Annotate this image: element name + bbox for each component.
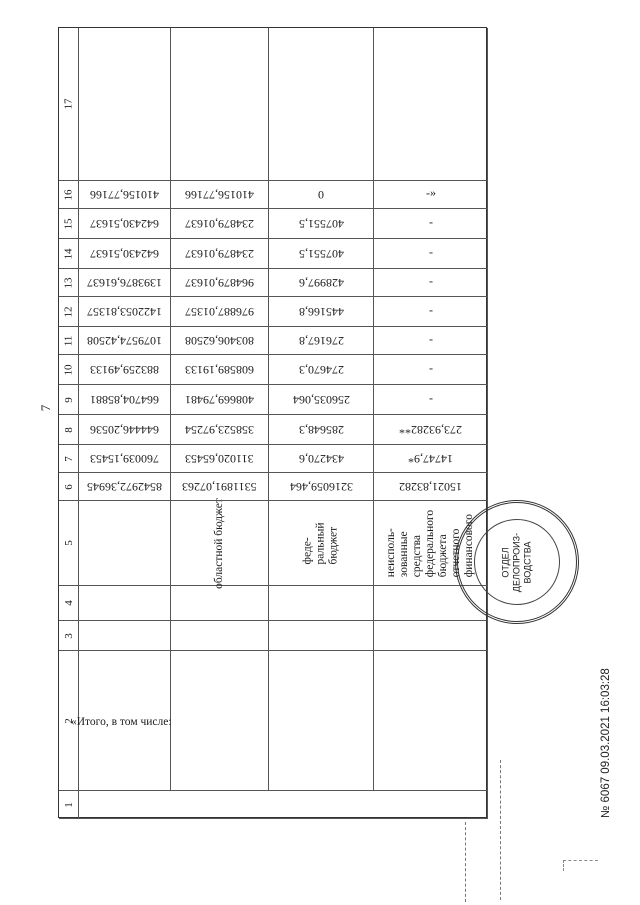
value-cell <box>269 415 374 445</box>
value: 8542972,36945 <box>87 480 162 494</box>
column-number: 9 <box>62 396 75 403</box>
value-cell <box>374 415 488 445</box>
row-label-cell <box>79 791 488 819</box>
value-cell <box>269 355 374 385</box>
value-cell <box>171 239 269 269</box>
row-label-cell <box>171 497 269 589</box>
value-cell <box>374 385 488 415</box>
column-number-cell <box>59 385 79 415</box>
column-number-cell <box>59 297 79 327</box>
value: - <box>428 217 433 231</box>
value: - <box>428 276 433 290</box>
column-number-cell <box>59 181 79 209</box>
column-number-cell <box>59 473 79 501</box>
value-cell <box>269 473 374 501</box>
registration-footer: № 6067 09.03.2021 16:03:28 <box>600 668 612 818</box>
column-number-cell <box>59 501 79 586</box>
column-number: 14 <box>62 248 75 259</box>
value: 274670,3 <box>298 363 344 377</box>
empty-cell <box>79 28 171 181</box>
empty-cell <box>374 28 488 181</box>
value: 883259,49133 <box>90 363 159 377</box>
empty-cell <box>269 28 374 181</box>
value: 642430,51637 <box>90 247 159 261</box>
value: 428997,6 <box>298 276 344 290</box>
empty-cell <box>171 621 269 651</box>
column-number: 11 <box>62 335 75 346</box>
value: - <box>428 363 433 377</box>
value: 1422053,81357 <box>87 305 162 319</box>
value: - <box>428 393 433 407</box>
empty-cell <box>374 621 488 651</box>
column-number: 2 <box>62 717 75 724</box>
row-label-cell <box>71 651 172 791</box>
value-cell <box>374 473 488 501</box>
value: 273,93282** <box>399 423 462 437</box>
value: 5311891,07263 <box>182 480 257 494</box>
value: 642430,51637 <box>90 217 159 231</box>
column-number: 12 <box>62 306 75 317</box>
value-cell <box>374 355 488 385</box>
value: 644446,20536 <box>90 423 159 437</box>
column-number: 15 <box>62 218 75 229</box>
empty-cell <box>171 651 269 791</box>
budget-table <box>58 27 487 818</box>
value: 964879,01637 <box>185 276 254 290</box>
value-cell <box>171 269 269 297</box>
signature-mark <box>563 860 598 871</box>
value-cell <box>374 239 488 269</box>
empty-cell <box>374 651 488 791</box>
value: 1393876,61637 <box>87 276 162 290</box>
value-cell <box>171 355 269 385</box>
value: 3216059,464 <box>289 480 353 494</box>
value-cell <box>269 327 374 355</box>
row-label: феде- ральный бюджет <box>301 522 340 564</box>
page-number: 7 <box>38 404 53 412</box>
value-cell <box>269 445 374 473</box>
row-label-total: «Итого, в том числе: <box>71 716 172 728</box>
column-number: 3 <box>62 632 75 639</box>
value-cell <box>79 415 171 445</box>
value-cell <box>374 269 488 297</box>
value: 410156,77166 <box>185 188 254 202</box>
value-cell <box>269 239 374 269</box>
column-number: 1 <box>62 801 75 808</box>
column-number-cell <box>59 239 79 269</box>
value: 407551,5 <box>298 217 344 231</box>
row-label: областной бюджет <box>212 497 225 589</box>
value-cell <box>171 297 269 327</box>
column-number: 6 <box>62 483 75 490</box>
column-number-cell <box>59 445 79 473</box>
value-cell <box>171 209 269 239</box>
column-number: 5 <box>62 540 75 546</box>
value: 976887,01357 <box>185 305 254 319</box>
value: 311020,65453 <box>185 452 254 466</box>
value-cell <box>79 269 171 297</box>
value: 234879,01637 <box>185 217 254 231</box>
value-cell <box>79 385 171 415</box>
value: 358523,97254 <box>185 423 254 437</box>
empty-cell <box>269 621 374 651</box>
official-stamp <box>455 500 579 624</box>
divider <box>465 822 466 902</box>
value-cell <box>374 445 488 473</box>
column-number: 4 <box>62 600 75 606</box>
value-cell <box>79 209 171 239</box>
value: 256035,064 <box>292 393 350 407</box>
column-number-cell <box>59 28 79 181</box>
column-number: 17 <box>62 98 75 110</box>
value-cell <box>374 181 488 209</box>
value-cell <box>171 415 269 445</box>
value: 434270,6 <box>298 452 344 466</box>
stamp-text: ОТДЕЛ ДЕЛОПРОИЗ-ВОДСТВА <box>500 532 533 592</box>
empty-cell <box>171 586 269 621</box>
value-cell <box>374 297 488 327</box>
value-cell <box>269 181 374 209</box>
value: 664704,85881 <box>90 393 159 407</box>
value-cell <box>269 209 374 239</box>
value: 15021,83282 <box>399 480 462 494</box>
value: 760039,15453 <box>90 452 159 466</box>
row-label: неисполь- зованные средства федерального бюджета отчетного финансового <box>384 509 475 577</box>
value: 1079574,42508 <box>87 334 162 348</box>
column-number: 8 <box>62 426 75 433</box>
value: 234879,01637 <box>185 247 254 261</box>
value: 445166,8 <box>298 305 344 319</box>
value: 407551,5 <box>298 247 344 261</box>
value-cell <box>79 239 171 269</box>
value-cell <box>171 181 269 209</box>
column-number-cell <box>59 209 79 239</box>
value: 276167,8 <box>298 334 344 348</box>
column-number: 10 <box>62 364 75 375</box>
value: «- <box>425 188 436 202</box>
value-cell <box>79 297 171 327</box>
row-label-cell <box>269 501 374 586</box>
value-cell <box>79 445 171 473</box>
column-number-cell <box>59 621 79 651</box>
column-number-cell <box>59 415 79 445</box>
value: - <box>428 247 433 261</box>
value-cell <box>269 385 374 415</box>
value: 0 <box>318 188 324 202</box>
column-number-cell <box>59 586 79 621</box>
value-cell <box>79 181 171 209</box>
column-number-cell <box>59 327 79 355</box>
value-cell <box>374 209 488 239</box>
value-cell <box>269 269 374 297</box>
empty-cell <box>79 586 171 621</box>
value: 285648,3 <box>298 423 344 437</box>
divider <box>500 760 501 900</box>
empty-cell <box>171 28 269 181</box>
column-number: 16 <box>62 189 75 200</box>
value-cell <box>171 385 269 415</box>
value: 803406,62508 <box>185 334 254 348</box>
column-number-cell <box>59 355 79 385</box>
value: 14747,9* <box>408 452 453 466</box>
value: 608589,19133 <box>185 363 254 377</box>
value-cell <box>171 445 269 473</box>
value-cell <box>171 473 269 501</box>
value: 410156,77166 <box>90 188 159 202</box>
value: - <box>428 305 433 319</box>
row-label-cell <box>79 501 171 586</box>
column-number-cell <box>59 269 79 297</box>
value-cell <box>79 327 171 355</box>
value-cell <box>269 297 374 327</box>
empty-cell <box>269 651 374 791</box>
value-cell <box>79 355 171 385</box>
column-number: 7 <box>62 455 75 462</box>
value-cell <box>79 473 171 501</box>
empty-cell <box>269 586 374 621</box>
column-number: 13 <box>62 277 75 288</box>
value-cell <box>171 327 269 355</box>
column-number-cell <box>59 791 79 819</box>
value-cell <box>374 327 488 355</box>
value: 408669,79481 <box>185 393 254 407</box>
value: - <box>428 334 433 348</box>
empty-cell <box>79 621 171 651</box>
